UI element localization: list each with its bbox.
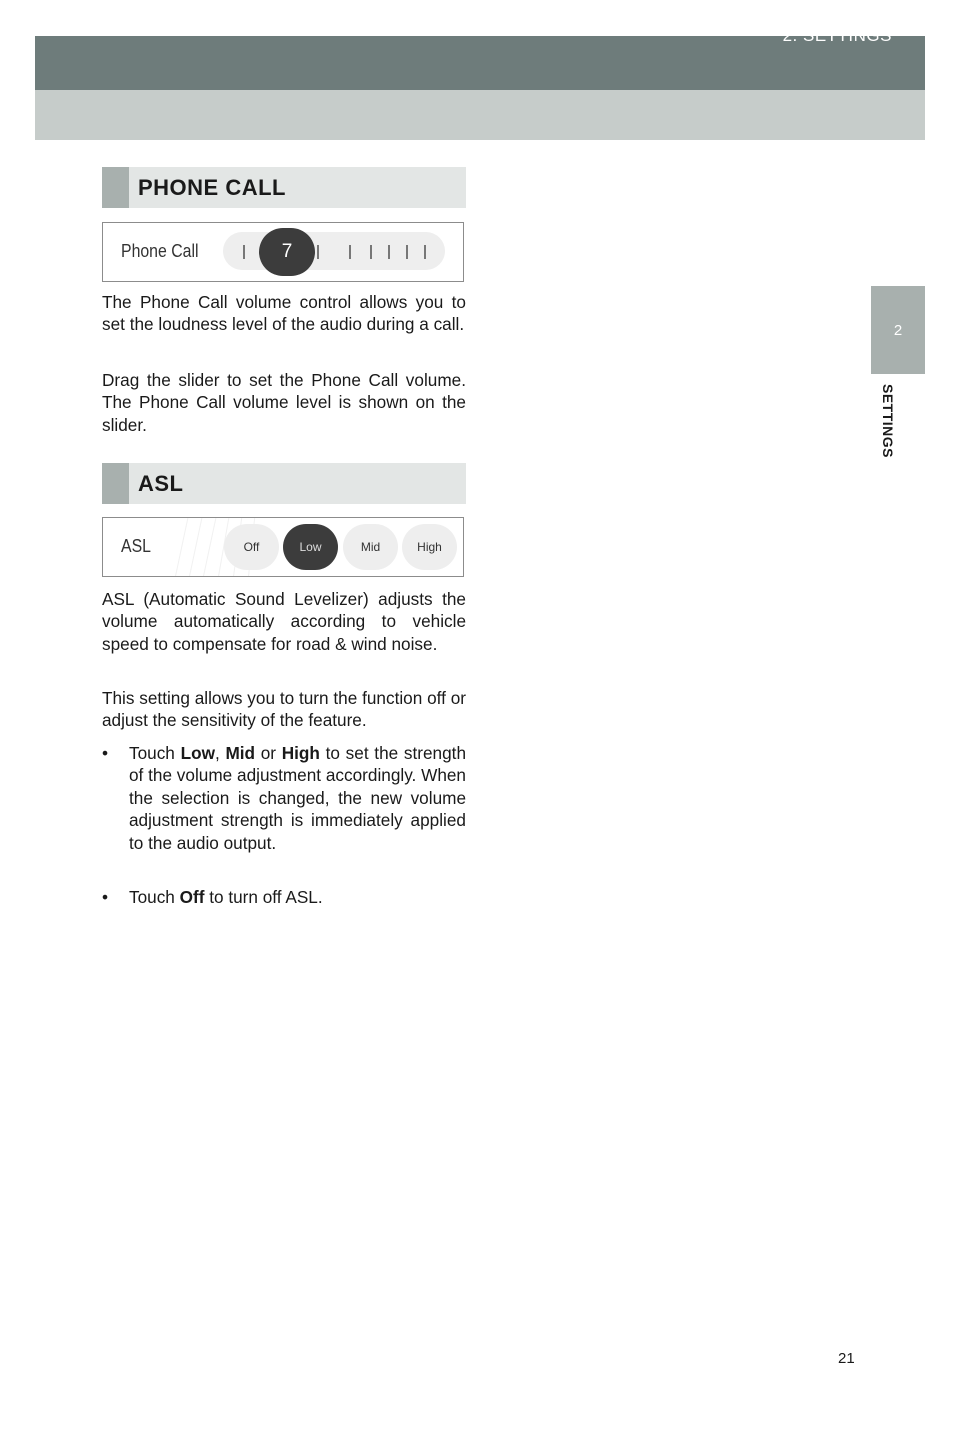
bullet-option-low: Low [180, 743, 215, 763]
bullet-text: Touch [129, 887, 180, 907]
asl-low-button[interactable]: Low [283, 524, 338, 570]
phone-call-screen [102, 222, 464, 282]
asl-high-button[interactable]: High [402, 524, 457, 570]
slider-tick [349, 245, 351, 259]
slider-tick [370, 245, 372, 259]
bullet-option-off: Off [179, 887, 205, 907]
asl-function-note: This setting allows you to turn the function off or adjust the sensitivity of the feature. [102, 688, 466, 731]
background-streak [201, 517, 219, 577]
phone-call-heading-title: PHONE CALL [138, 174, 286, 200]
bullet-dot-icon: • [102, 887, 109, 907]
background-streak [173, 517, 191, 577]
phone-call-volume-slider[interactable] [223, 232, 445, 270]
asl-screen-label: ASL [121, 536, 151, 556]
slider-tick [388, 245, 390, 259]
header-subbar [35, 90, 925, 140]
page-number: 21 [838, 1350, 855, 1367]
background-streak [187, 517, 205, 577]
chapter-tab [871, 286, 925, 374]
bullet-text: to set the strength of the volume adjustment accordingly. When the selection is changed, the new volume adjustment strength is immediately applied to the audio output. [129, 743, 466, 853]
bullet-option-mid: Mid [225, 743, 256, 763]
phone-call-screen-label: Phone Call [121, 241, 199, 261]
phone-call-instruction: Drag the slider to set the Phone Call volume. The Phone Call volume level is shown on the slider. [102, 370, 466, 435]
bullet-option-high: High [281, 743, 320, 763]
chapter-title: 2. SETTINGS [782, 26, 892, 45]
slider-tick [317, 245, 319, 259]
volume-value: 7 [281, 241, 293, 262]
chapter-tab-number: 2 [893, 321, 903, 339]
volume-slider-knob[interactable] [259, 228, 315, 276]
asl-mid-button[interactable]: Mid [343, 524, 398, 570]
asl-off-button[interactable]: Off [224, 524, 279, 570]
bullet-text: , [214, 743, 226, 763]
bullet-text: Touch [129, 743, 181, 763]
asl-description: ASL (Automatic Sound Levelizer) adjusts the volume automatically according to vehicle speed to compensate for road & wind noise. [102, 589, 466, 654]
bullet-asl-off [102, 886, 466, 908]
phone-call-description: The Phone Call volume control allows you to set the loudness level of the audio during a call. [102, 292, 466, 335]
slider-tick [424, 245, 426, 259]
bullet-text: to turn off ASL. [204, 887, 323, 907]
heading-accent [102, 167, 129, 208]
asl-heading [102, 463, 466, 504]
slider-tick [243, 245, 245, 259]
asl-heading-title: ASL [138, 470, 184, 496]
slider-tick [406, 245, 408, 259]
heading-accent [102, 463, 129, 504]
bullet-asl-levels [102, 742, 466, 854]
phone-call-heading [102, 167, 466, 208]
chapter-tab-label: SETTINGS [880, 384, 896, 459]
bullet-dot-icon: • [102, 743, 109, 763]
bullet-text: or [255, 743, 282, 763]
asl-screen [102, 517, 464, 577]
